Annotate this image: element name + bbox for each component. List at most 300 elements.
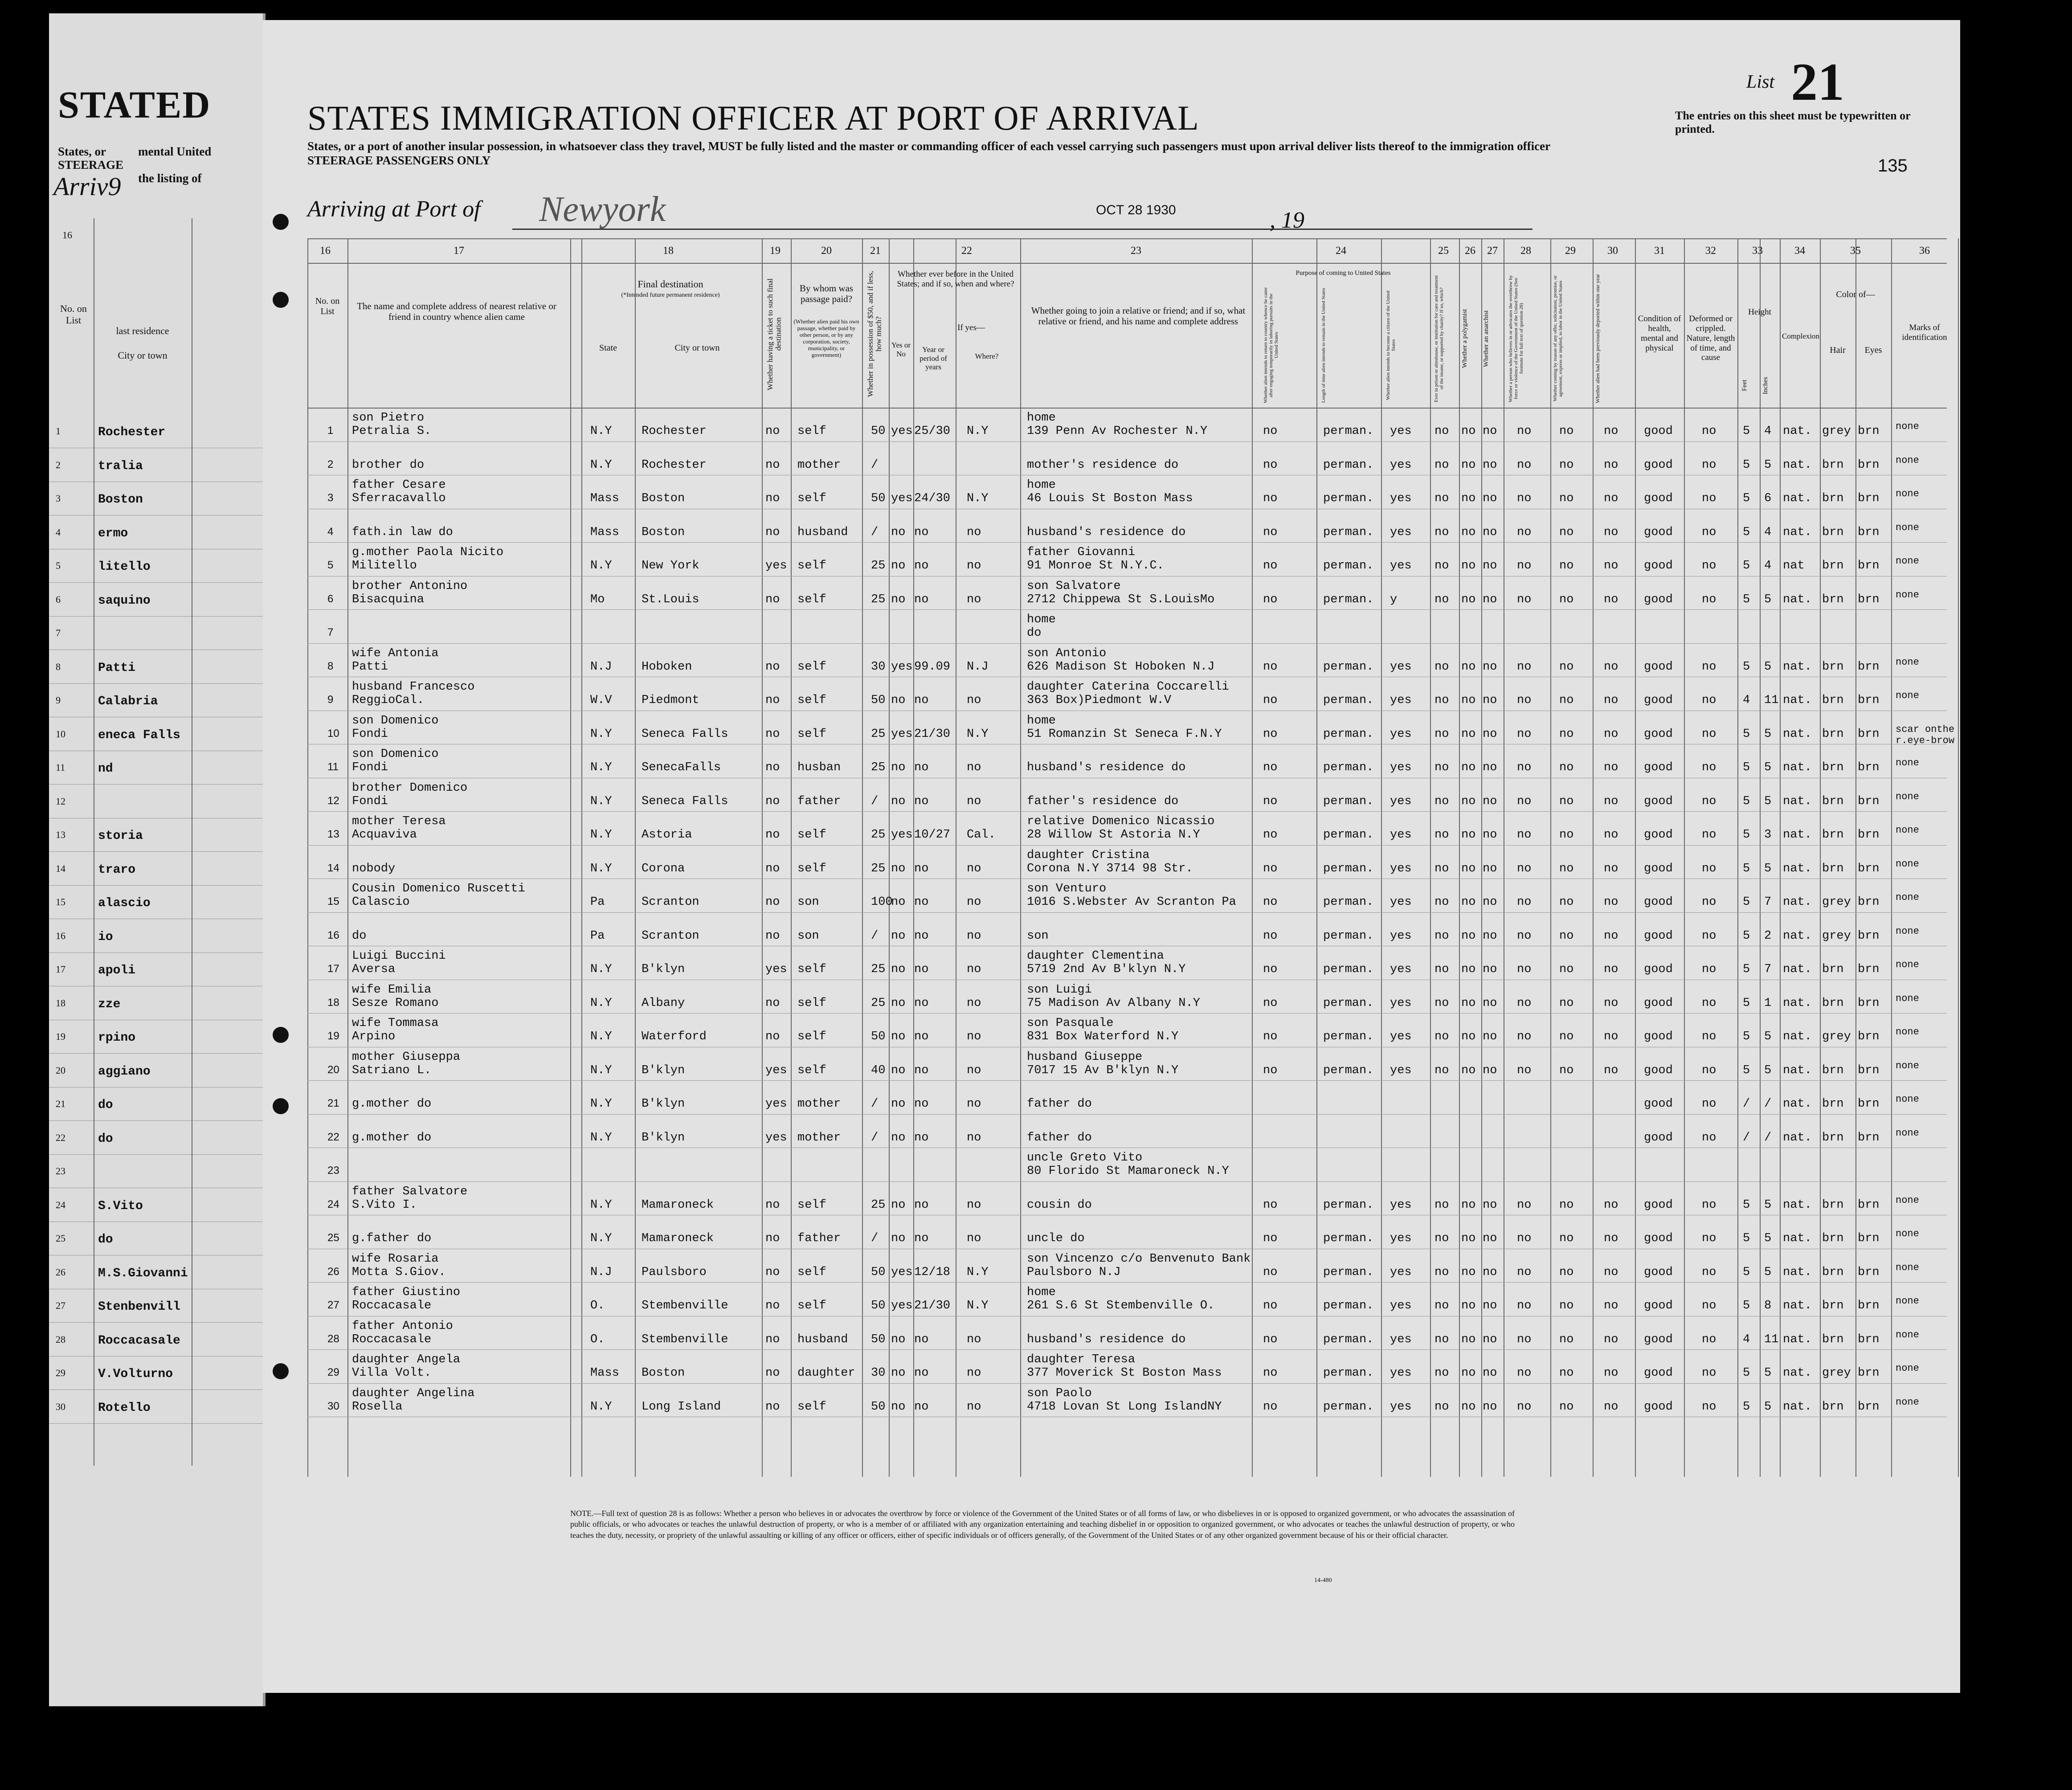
cell-city: B'klyn (642, 1131, 685, 1144)
cell-cit: yes (1390, 794, 1412, 808)
cell-years: no (914, 1097, 929, 1111)
cell-prison: no (1434, 525, 1449, 539)
left-row-city: tralia (98, 459, 143, 473)
cell-prison: no (1434, 694, 1449, 707)
column-number: 16 (320, 245, 331, 257)
cell-health: good (1644, 1063, 1673, 1077)
cell-money: 25 (871, 761, 886, 774)
cell-years: 21/30 (914, 727, 951, 741)
cell-years: no (914, 559, 929, 572)
cell-city: Corona (642, 862, 685, 875)
cell-rel1: brother Antonino (352, 579, 468, 593)
left-row-city: alascio (98, 896, 151, 910)
cell-comp: nat. (1783, 660, 1812, 674)
cell-join2: uncle do (1027, 1232, 1085, 1245)
cell-eyes: brn (1858, 425, 1880, 438)
cell-deform: no (1702, 794, 1716, 808)
row-number: 20 (327, 1063, 339, 1076)
cell-deform: no (1702, 694, 1716, 707)
column-number: 18 (663, 245, 674, 257)
cell-prison: no (1434, 559, 1449, 572)
cell-paid: self (797, 996, 826, 1010)
cell-hair: brn (1822, 525, 1844, 539)
cell-ret: no (1263, 1332, 1278, 1346)
cell-dep: no (1604, 761, 1618, 774)
binding-hole (273, 292, 289, 308)
row-rule (307, 1349, 1947, 1350)
cell-deform: no (1702, 492, 1716, 505)
cell-paid: father (797, 794, 841, 808)
cell-rel2: S.Vito I. (352, 1198, 417, 1212)
cell-join1: son Paolo (1027, 1386, 1092, 1400)
cell-city: New York (642, 559, 699, 572)
header-where: Where? (975, 352, 999, 360)
date-line (976, 229, 1533, 230)
cell-ticket: yes (765, 1063, 787, 1077)
cell-health: good (1644, 425, 1673, 438)
cell-paid: mother (797, 1097, 841, 1111)
cell-where: no (967, 1131, 981, 1144)
header-state: State (599, 343, 617, 353)
cell-hair: brn (1822, 1097, 1844, 1111)
left-row-number: 20 (56, 1064, 65, 1076)
cell-anar: no (1483, 1063, 1497, 1077)
cell-money: 50 (871, 1400, 886, 1414)
cell-marks: none (1896, 1026, 1919, 1038)
cell-marks: none (1896, 690, 1919, 701)
cell-years: no (914, 1030, 929, 1043)
cell-poly: no (1461, 1366, 1476, 1380)
cell-deform: no (1702, 1030, 1716, 1043)
cell-where: no (967, 1063, 981, 1077)
cell-cit: yes (1390, 929, 1412, 943)
cell-ret: no (1263, 1299, 1278, 1312)
cell-in: 5 (1764, 1400, 1772, 1414)
cell-state: N.Y (590, 1097, 612, 1111)
cell-join1: daughter Clementina (1027, 949, 1164, 963)
left-page-strip (49, 13, 266, 1706)
header-ticket: Whether having a ticket to such final destination (766, 278, 783, 390)
cell-join2: cousin do (1027, 1198, 1092, 1212)
list-number: 21 (1791, 52, 1844, 111)
cell-deform: no (1702, 1366, 1716, 1380)
cell-before: yes (891, 660, 913, 674)
header-no-on-list: No. on List (315, 296, 340, 316)
column-number: 17 (454, 245, 464, 257)
cell-over: no (1517, 963, 1532, 976)
cell-anar: no (1483, 1030, 1497, 1043)
cell-state: Mass (590, 1366, 619, 1380)
left-row-city: eneca Falls (98, 728, 180, 742)
cell-rel1: mother Giuseppa (352, 1050, 461, 1064)
row-number: 19 (327, 1030, 339, 1042)
header-nearest-relative: The name and complete address of nearest relative or friend in country whence alien came (357, 301, 556, 323)
cell-city: Paulsboro (642, 1265, 707, 1279)
grid-vline (1958, 238, 1959, 1477)
cell-ft: 5 (1743, 1232, 1750, 1245)
cell-health: good (1644, 862, 1673, 875)
cell-rel1: mother Teresa (352, 815, 446, 828)
cell-money: 50 (871, 1332, 886, 1346)
row-number: 9 (327, 694, 334, 706)
cell-eyes: brn (1858, 559, 1880, 572)
cell-where: no (967, 559, 981, 572)
left-row-number: 2 (56, 459, 61, 470)
cell-in: 5 (1764, 1265, 1772, 1279)
cell-deform: no (1702, 525, 1716, 539)
grid-vline (889, 238, 890, 1477)
cell-health: good (1644, 1232, 1673, 1245)
row-rule (307, 845, 1947, 846)
cell-cit: yes (1390, 559, 1412, 572)
header-inches: Inches (1762, 376, 1769, 394)
cell-contr: no (1559, 694, 1574, 707)
cell-marks: none (1896, 993, 1919, 1004)
cell-paid: son (797, 929, 819, 943)
cell-ret: no (1263, 895, 1278, 909)
cell-money: 50 (871, 694, 886, 707)
cell-anar: no (1483, 1332, 1497, 1346)
cell-anar: no (1483, 525, 1497, 539)
cell-join2: father do (1027, 1131, 1092, 1144)
cell-marks: none (1896, 1194, 1919, 1206)
cell-prison: no (1434, 1232, 1449, 1245)
cell-rel2: g.mother do (352, 1097, 432, 1111)
cell-rel1: wife Tommasa (352, 1017, 439, 1030)
cell-in: / (1764, 1131, 1772, 1144)
cell-city: Scranton (642, 929, 699, 943)
row-number: 1 (327, 425, 334, 437)
cell-paid: son (797, 895, 819, 909)
cell-before: no (891, 794, 906, 808)
cell-comp: nat. (1783, 1400, 1812, 1414)
cell-rel2: do (352, 929, 367, 943)
cell-eyes: brn (1858, 1198, 1880, 1212)
header-final-destination-note: (*Intended future permanent residence) (621, 292, 720, 298)
cell-marks: none (1896, 421, 1919, 432)
cell-dep: no (1604, 1265, 1618, 1279)
cell-before: no (891, 694, 906, 707)
cell-contr: no (1559, 559, 1574, 572)
cell-poly: no (1461, 963, 1476, 976)
left-row-rule (49, 683, 263, 684)
cell-dep: no (1604, 1232, 1618, 1245)
cell-hair: brn (1822, 996, 1844, 1010)
cell-marks: none (1896, 1329, 1919, 1340)
cell-len: perman. (1323, 660, 1374, 674)
cell-ft: 5 (1743, 761, 1750, 774)
cell-prison: no (1434, 1030, 1449, 1043)
cell-comp: nat. (1783, 895, 1812, 909)
cell-eyes: brn (1858, 593, 1880, 606)
grid-vline (1737, 238, 1738, 1477)
cell-dep: no (1604, 660, 1618, 674)
cell-money: / (871, 794, 879, 808)
column-number: 31 (1654, 245, 1665, 257)
cell-prison: no (1434, 1366, 1449, 1380)
cell-dep: no (1604, 828, 1618, 842)
cell-eyes: brn (1858, 1063, 1880, 1077)
cell-ticket: yes (765, 963, 787, 976)
cell-ft: 5 (1743, 559, 1750, 572)
row-rule (307, 1383, 1947, 1384)
left-col-header: No. on List (60, 303, 87, 326)
cell-poly: no (1461, 727, 1476, 741)
cell-ret: no (1263, 996, 1278, 1010)
cell-health: good (1644, 929, 1673, 943)
cell-years: 24/30 (914, 492, 951, 505)
column-number: 25 (1438, 245, 1449, 257)
row-number: 30 (327, 1400, 339, 1412)
cell-join1: son Pasquale (1027, 1017, 1114, 1030)
header-complexion: Complexion (1782, 332, 1820, 340)
cell-comp: nat. (1783, 1030, 1812, 1043)
grid-vline (762, 238, 763, 1477)
left-page-subline: States, or (58, 145, 106, 158)
cell-over: no (1517, 1198, 1532, 1212)
cell-deform: no (1702, 1198, 1716, 1212)
row-rule (307, 1080, 1947, 1081)
cell-join1: relative Domenico Nicassio (1027, 815, 1215, 828)
grid-vline (1593, 238, 1594, 1477)
row-number: 4 (327, 525, 334, 538)
cell-join1: son Luigi (1027, 983, 1092, 997)
cell-anar: no (1483, 1232, 1497, 1245)
cell-where: no (967, 1232, 981, 1245)
cell-before: yes (891, 425, 913, 438)
cell-hair: brn (1822, 1265, 1844, 1279)
cell-ft: 5 (1743, 425, 1750, 438)
cell-money: 50 (871, 1299, 886, 1312)
cell-comp: nat. (1783, 694, 1812, 707)
cell-len: perman. (1323, 593, 1374, 606)
cell-hair: grey (1822, 425, 1851, 438)
cell-paid: self (797, 1198, 826, 1212)
cell-dep: no (1604, 525, 1618, 539)
cell-rel2: Calascio (352, 895, 410, 909)
cell-join2: 2712 Chippewa St S.LouisMo (1027, 593, 1215, 606)
cell-rel1: son Domenico (352, 748, 439, 761)
cell-eyes: brn (1858, 1332, 1880, 1346)
cell-rel2: Fondi (352, 761, 388, 774)
cell-len: perman. (1323, 1332, 1374, 1346)
cell-city: Piedmont (642, 694, 699, 707)
cell-before: no (891, 929, 906, 943)
header-join-relative: Whether going to join a relative or friend; and if so, what relative or friend, and his name and complete address (1031, 305, 1246, 327)
cell-rel2: g.mother do (352, 1131, 432, 1144)
row-number: 12 (327, 794, 339, 807)
cell-in: 7 (1764, 895, 1772, 909)
cell-ft: 5 (1743, 1400, 1750, 1414)
cell-len: perman. (1323, 727, 1374, 741)
cell-paid: self (797, 593, 826, 606)
cell-anar: no (1483, 929, 1497, 943)
cell-cit: yes (1390, 895, 1412, 909)
cell-in: 5 (1764, 660, 1772, 674)
cell-health: good (1644, 694, 1673, 707)
cell-deform: no (1702, 660, 1716, 674)
cell-join2: Paulsboro N.J (1027, 1265, 1121, 1279)
cell-anar: no (1483, 727, 1497, 741)
cell-city: B'klyn (642, 1097, 685, 1111)
left-row-number: 1 (56, 425, 61, 437)
row-number: 7 (327, 626, 334, 638)
cell-anar: no (1483, 593, 1497, 606)
cell-in: 5 (1764, 794, 1772, 808)
cell-marks: none (1896, 1127, 1919, 1139)
cell-where: N.J (967, 660, 989, 674)
cell-money: 30 (871, 1366, 886, 1380)
cell-state: Mass (590, 492, 619, 505)
left-row-number: 17 (56, 964, 65, 975)
cell-poly: no (1461, 895, 1476, 909)
cell-dep: no (1604, 1332, 1618, 1346)
cell-health: good (1644, 1265, 1673, 1279)
cell-len: perman. (1323, 1198, 1374, 1212)
cell-contr: no (1559, 660, 1574, 674)
row-number: 2 (327, 458, 334, 470)
cell-state: N.Y (590, 458, 612, 472)
cell-dep: no (1604, 425, 1618, 438)
cell-eyes: brn (1858, 963, 1880, 976)
cell-len: perman. (1323, 794, 1374, 808)
cell-rel1: brother Domenico (352, 781, 468, 795)
cell-paid: self (797, 492, 826, 505)
cell-join1: son Venturo (1027, 882, 1107, 895)
cell-contr: no (1559, 828, 1574, 842)
cell-hair: brn (1822, 694, 1844, 707)
cell-years: no (914, 1198, 929, 1212)
cell-marks: none (1896, 656, 1919, 668)
cell-rel1: wife Emilia (352, 983, 432, 997)
cell-in: 4 (1764, 425, 1772, 438)
cell-over: no (1517, 425, 1532, 438)
left-row-number: 30 (56, 1401, 65, 1412)
header-final-destination: Final destination (638, 278, 703, 290)
cell-marks: none (1896, 589, 1919, 601)
cell-poly: no (1461, 1400, 1476, 1414)
cell-ret: no (1263, 1232, 1278, 1245)
grid-vline (1855, 238, 1856, 1477)
grid-hline (307, 408, 1947, 409)
cell-join2: 261 S.6 St Stembenville O. (1027, 1299, 1215, 1312)
cell-comp: nat. (1783, 1131, 1812, 1144)
cell-before: yes (891, 727, 913, 741)
cell-health: good (1644, 1366, 1673, 1380)
cell-where: no (967, 1097, 981, 1111)
cell-contr: no (1559, 458, 1574, 472)
cell-deform: no (1702, 1063, 1716, 1077)
cell-poly: no (1461, 1332, 1476, 1346)
cell-join1: home (1027, 714, 1056, 727)
cell-state: O. (590, 1332, 605, 1346)
grid-vline (1780, 238, 1781, 1477)
column-number: 35 (1850, 245, 1861, 257)
cell-paid: mother (797, 1131, 841, 1144)
cell-health: good (1644, 1299, 1673, 1312)
cell-years: 12/18 (914, 1265, 951, 1279)
cell-marks: none (1896, 892, 1919, 903)
left-row-rule (49, 1120, 263, 1121)
left-row-city: M.S.Giovanni (98, 1266, 188, 1280)
header-prison: Ever in prison or almshouse, or institution for care and treatment of the insane, or supported by charity? If so, which? (1434, 275, 1445, 402)
cell-rel1: g.mother Paola Nicito (352, 546, 504, 559)
cell-join2: father's residence do (1027, 794, 1179, 808)
left-row-city: rpino (98, 1031, 136, 1045)
cell-len: perman. (1323, 1366, 1374, 1380)
cell-ticket: no (765, 1198, 780, 1212)
cell-before: no (891, 963, 906, 976)
cell-prison: no (1434, 895, 1449, 909)
cell-comp: nat. (1783, 761, 1812, 774)
row-number: 27 (327, 1299, 339, 1311)
cell-dep: no (1604, 458, 1618, 472)
cell-hair: brn (1822, 559, 1844, 572)
left-row-number: 10 (56, 728, 65, 740)
row-rule (307, 811, 1947, 812)
cell-dep: no (1604, 963, 1618, 976)
cell-anar: no (1483, 794, 1497, 808)
cell-over: no (1517, 794, 1532, 808)
cell-join1: uncle Greto Vito (1027, 1151, 1143, 1165)
cell-ft: 5 (1743, 794, 1750, 808)
cell-money: 30 (871, 660, 886, 674)
cell-ticket: no (765, 895, 780, 909)
cell-over: no (1517, 761, 1532, 774)
cell-where: no (967, 761, 981, 774)
left-row-number: 24 (56, 1199, 65, 1210)
cell-before: no (891, 559, 906, 572)
cell-comp: nat. (1783, 996, 1812, 1010)
cell-paid: husban (797, 761, 841, 774)
cell-join1: daughter Cristina (1027, 848, 1150, 862)
cell-comp: nat. (1783, 458, 1812, 472)
cell-over: no (1517, 1265, 1532, 1279)
cell-rel2: g.father do (352, 1232, 432, 1245)
column-number: 36 (1919, 245, 1930, 257)
header-city: City or town (674, 343, 720, 353)
header-purpose-length: Length of time alien intends to remain in the United States (1321, 288, 1326, 403)
cell-eyes: brn (1858, 694, 1880, 707)
cell-hair: brn (1822, 862, 1844, 875)
cell-len: perman. (1323, 1400, 1374, 1414)
cell-poly: no (1461, 694, 1476, 707)
cell-prison: no (1434, 458, 1449, 472)
cell-hair: brn (1822, 660, 1844, 674)
cell-join2: husband's residence do (1027, 761, 1186, 774)
cell-where: no (967, 1198, 981, 1212)
cell-prison: no (1434, 492, 1449, 505)
cell-marks: none (1896, 1396, 1919, 1408)
grid-vline (862, 238, 863, 1477)
cell-ticket: no (765, 794, 780, 808)
cell-state: N.Y (590, 1400, 612, 1414)
cell-poly: no (1461, 593, 1476, 606)
cell-in: 3 (1764, 828, 1772, 842)
cell-poly: no (1461, 559, 1476, 572)
cell-cit: yes (1390, 963, 1412, 976)
cell-prison: no (1434, 1198, 1449, 1212)
cell-over: no (1517, 1400, 1532, 1414)
cell-city: Boston (642, 1366, 685, 1380)
cell-state: N.Y (590, 1030, 612, 1043)
cell-money: / (871, 525, 879, 539)
cell-cit: yes (1390, 828, 1412, 842)
column-number: 28 (1520, 245, 1531, 257)
cell-prison: no (1434, 1400, 1449, 1414)
cell-deform: no (1702, 895, 1716, 909)
cell-city: Rochester (642, 458, 707, 472)
